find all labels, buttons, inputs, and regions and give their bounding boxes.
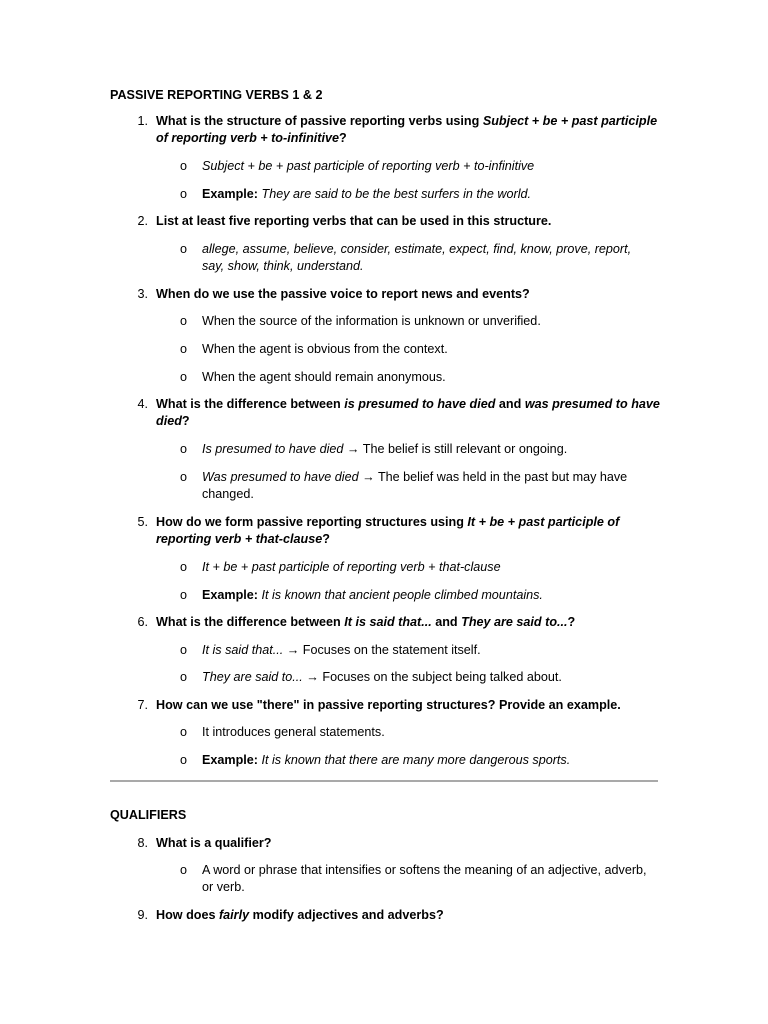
bullet-marker: o (180, 560, 188, 574)
question-text: How does fairly modify adjectives and adverbs? (156, 908, 444, 922)
answer-bullet: o It + be + past participle of reporting verb + that-clause (170, 559, 650, 576)
answer-bullet: o Is presumed to have died → The belief is still relevant or ongoing. (170, 441, 650, 458)
question-8 (110, 835, 670, 852)
answer-bullet: o A word or phrase that intensifies or softens the meaning of an adjective, adverb, or verb. (170, 862, 650, 896)
question-text: What is the difference between is presumed to have died and was presumed to have died? (156, 397, 660, 428)
question-text: What is the structure of passive reporting verbs using Subject + be + past participle of reporting verb + to-infinitive? (156, 114, 658, 145)
bullet-marker: o (180, 342, 188, 356)
question-number: 1. (137, 114, 148, 128)
question-number: 5. (137, 515, 148, 529)
bullet-marker: o (180, 370, 188, 384)
bullet-marker: o (180, 242, 188, 256)
section-divider (110, 780, 658, 782)
question-7 (110, 697, 670, 714)
question-text: What is a qualifier? (156, 836, 272, 850)
answer-bullet: o When the source of the information is unknown or unverified. (170, 313, 650, 330)
question-text: What is the difference between It is said that... and They are said to...? (156, 615, 576, 629)
bullet-marker: o (180, 725, 188, 739)
question-1 (110, 113, 670, 147)
answer-bullet: o Subject + be + past participle of reporting verb + to-infinitive (170, 158, 650, 175)
bullet-marker: o (180, 863, 188, 877)
answer-bullet: o When the agent should remain anonymous. (170, 369, 650, 386)
question-text: How do we form passive reporting structures using It + be + past participle of reporting verb + that-clause? (156, 515, 620, 546)
bullet-marker: o (180, 442, 188, 456)
question-2 (110, 213, 670, 230)
question-number: 2. (137, 214, 148, 228)
bullet-marker: o (180, 588, 188, 602)
answer-bullet: o Was presumed to have died → The belief was held in the past but may have changed. (170, 469, 650, 503)
question-number: 9. (137, 908, 148, 922)
section-heading-passive-reporting-verbs: PASSIVE REPORTING VERBS 1 & 2 (110, 88, 323, 102)
bullet-marker: o (180, 187, 188, 201)
bullet-marker: o (180, 643, 188, 657)
bullet-marker: o (180, 159, 188, 173)
question-9 (110, 907, 670, 924)
bullet-marker: o (180, 314, 188, 328)
answer-bullet: o Example: They are said to be the best surfers in the world. (170, 186, 650, 203)
question-number: 7. (137, 698, 148, 712)
bullet-marker: o (180, 470, 188, 484)
bullet-marker: o (180, 753, 188, 767)
question-number: 3. (137, 287, 148, 301)
question-text: How can we use "there" in passive reporting structures? Provide an example. (156, 698, 621, 712)
section-heading-qualifiers: QUALIFIERS (110, 808, 187, 822)
question-number: 4. (137, 397, 148, 411)
question-6 (110, 614, 670, 631)
bullet-marker: o (180, 670, 188, 684)
answer-bullet: o Example: It is known that ancient people climbed mountains. (170, 587, 650, 604)
question-4 (110, 396, 670, 430)
answer-bullet: o Example: It is known that there are many more dangerous sports. (170, 752, 650, 769)
answer-bullet: o They are said to... → Focuses on the subject being talked about. (170, 669, 650, 686)
answer-bullet: o It introduces general statements. (170, 724, 650, 741)
question-text: List at least five reporting verbs that can be used in this structure. (156, 214, 552, 228)
answer-bullet: o When the agent is obvious from the context. (170, 341, 650, 358)
question-number: 8. (137, 836, 148, 850)
question-number: 6. (137, 615, 148, 629)
answer-bullet: o It is said that... → Focuses on the statement itself. (170, 642, 650, 659)
answer-bullet: o allege, assume, believe, consider, estimate, expect, find, know, prove, report, say, show, think, understand. (170, 241, 650, 275)
question-text: When do we use the passive voice to report news and events? (156, 287, 530, 301)
question-3 (110, 286, 670, 303)
question-5 (110, 514, 670, 548)
